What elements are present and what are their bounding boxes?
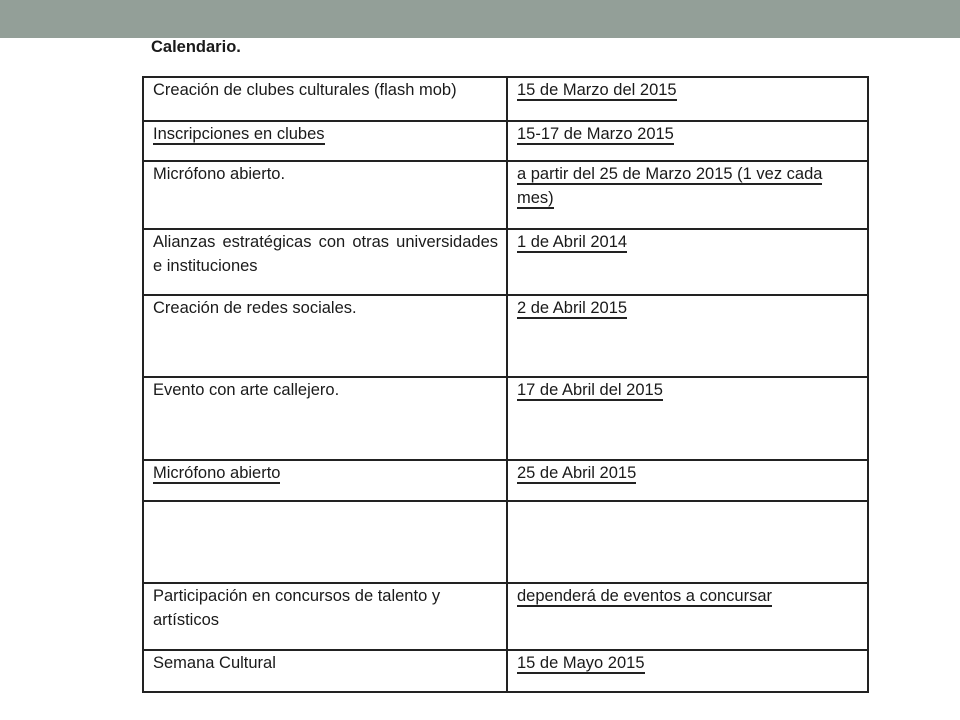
activity-cell [143, 77, 507, 121]
activity-text: Creación de clubes culturales (flash mob) [153, 81, 457, 99]
date-text: dependerá de eventos a concursar [517, 587, 773, 605]
date-cell [507, 460, 868, 501]
table-row [143, 460, 868, 501]
activity-text: Creación de redes sociales. [153, 299, 357, 317]
table-row [143, 501, 868, 583]
date-cell [507, 295, 868, 377]
date-cell [507, 161, 868, 229]
slide-header-bar [0, 0, 960, 38]
table-row [143, 77, 868, 121]
activity-cell [143, 460, 507, 501]
date-text: 2 de Abril 2015 [517, 299, 628, 317]
table-row [143, 121, 868, 161]
activity-cell [143, 501, 507, 583]
activity-text: Participación en concursos de talento y artísticos [153, 587, 441, 629]
date-text: 1 de Abril 2014 [517, 233, 628, 251]
date-text: 15 de Mayo 2015 [517, 654, 645, 672]
table-row [143, 229, 868, 295]
date-cell [507, 377, 868, 460]
table-row [143, 295, 868, 377]
calendar-table [142, 76, 869, 693]
document-title: Calendario. [151, 38, 241, 56]
table-row [143, 583, 868, 650]
activity-cell [143, 229, 507, 295]
table-row [143, 161, 868, 229]
activity-text: Inscripciones en clubes [153, 125, 325, 143]
activity-text: Alianzas estratégicas con otras universidades e instituciones [153, 233, 498, 275]
activity-text: Semana Cultural [153, 654, 276, 672]
date-cell [507, 650, 868, 692]
activity-text: Micrófono abierto. [153, 165, 286, 183]
activity-cell [143, 583, 507, 650]
date-cell [507, 501, 868, 583]
date-text: 15 de Marzo del 2015 [517, 81, 677, 99]
date-cell [507, 77, 868, 121]
date-cell [507, 583, 868, 650]
date-cell [507, 121, 868, 161]
activity-text: Micrófono abierto [153, 464, 281, 482]
date-cell [507, 229, 868, 295]
activity-cell [143, 121, 507, 161]
activity-cell [143, 295, 507, 377]
activity-cell [143, 377, 507, 460]
table-row [143, 650, 868, 692]
activity-cell [143, 161, 507, 229]
table-row [143, 377, 868, 460]
activity-text: Evento con arte callejero. [153, 381, 340, 399]
activity-cell [143, 650, 507, 692]
date-text: 25 de Abril 2015 [517, 464, 637, 482]
date-text: 17 de Abril del 2015 [517, 381, 663, 399]
date-text: 15-17 de Marzo 2015 [517, 125, 674, 143]
date-text: a partir del 25 de Marzo 2015 (1 vez cada mes) [517, 165, 823, 207]
